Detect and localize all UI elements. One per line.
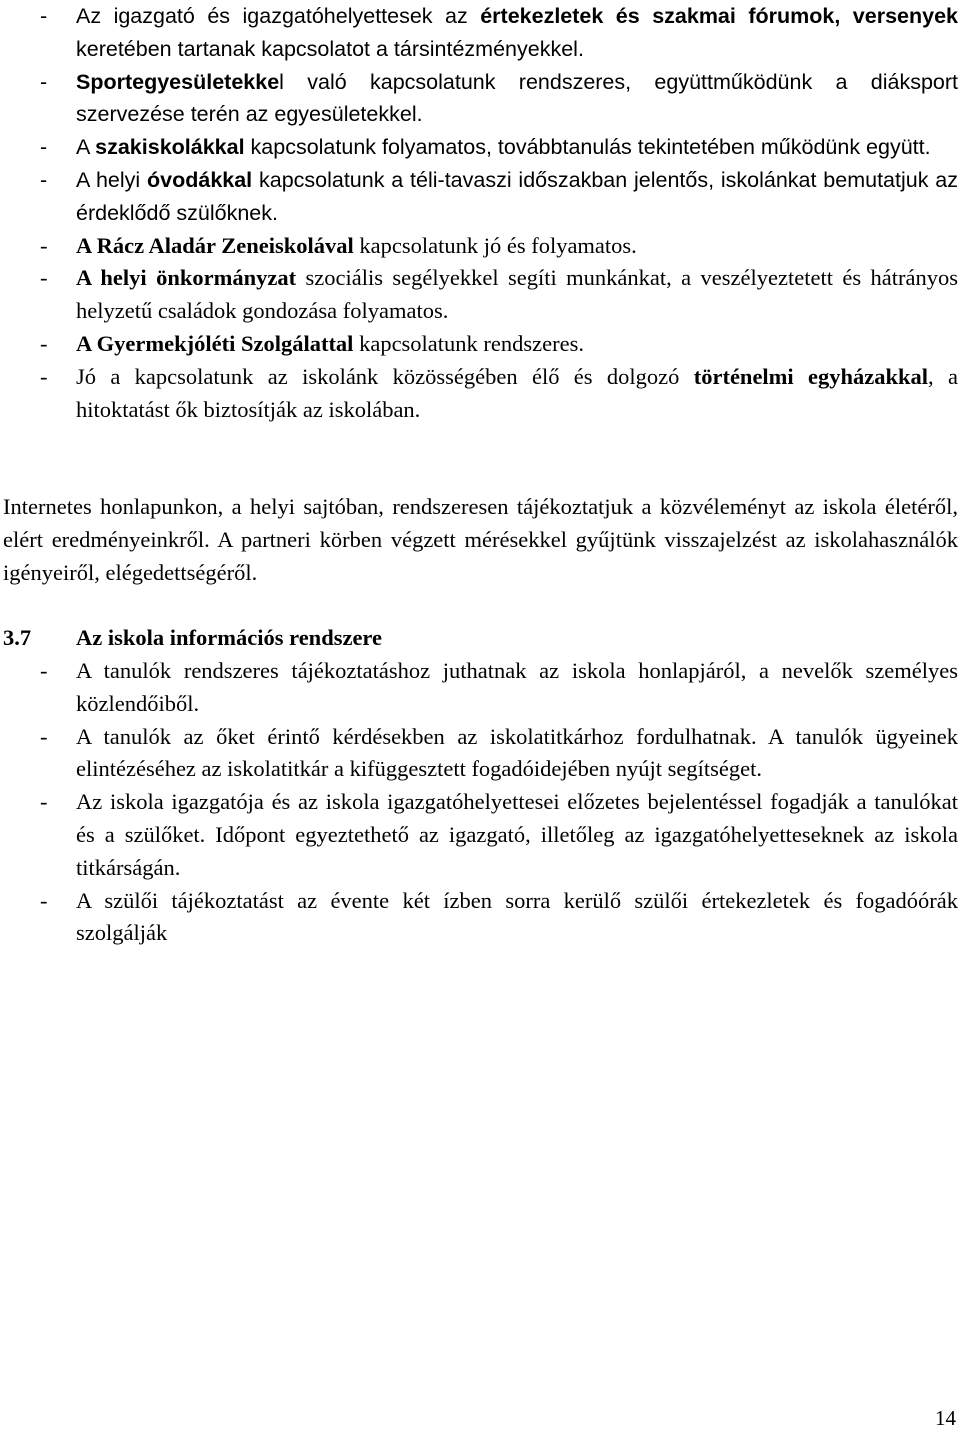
list-item (0, 655, 958, 721)
list-item (0, 262, 958, 328)
list-dash: - (40, 363, 48, 389)
list-item-text: A tanulók az őket érintő kérdésekben az iskolatitkárhoz fordulhatnak. A tanulók ügyeinek elintézéséhez az iskolatitkár a kifüggesztett fogadóidejében nyújt segítséget. (76, 723, 958, 782)
text-segment: l való kapcsolatunk rendszeres, együttműködünk a diáksport szervezése terén az egyesületekkel. (76, 69, 958, 127)
list-item (0, 230, 958, 263)
list-item-text: A tanulók rendszeres tájékoztatáshoz juthatnak az iskola honlapjáról, a nevelők személyes közlendőiből. (76, 658, 958, 716)
section-title: Az iskola információs rendszere (76, 625, 383, 650)
bold-text: Sportegyesületekke (76, 69, 280, 94)
list-item (0, 164, 958, 230)
list-dash: - (40, 658, 48, 683)
text-segment: Az igazgató és igazgatóhelyettesek az (76, 4, 481, 28)
list-item (0, 0, 958, 66)
list-dash: - (40, 723, 48, 749)
text-segment: kapcsolatunk jó és folyamatos. (353, 232, 637, 258)
bold-text: A Gyermekjóléti Szolgálattal (76, 330, 354, 356)
list-item (0, 66, 958, 132)
list-dash: - (40, 789, 48, 815)
bold-text: A Rácz Aladár Zeneiskolával (76, 232, 354, 258)
list-item (0, 131, 958, 164)
list-dash: - (40, 135, 48, 160)
bold-text: A helyi önkormányzat (76, 265, 297, 291)
text-segment: A (76, 135, 96, 160)
list-dash: - (40, 265, 48, 291)
bold-text: értekezletek és szakmai fórumok, versenyek (480, 4, 958, 28)
text-segment: Jó a kapcsolatunk az iskolánk közösségében élő és dolgozó (76, 363, 694, 389)
text-segment: kapcsolatunk rendszeres. (353, 330, 584, 356)
communication-paragraph: Internetes honlapunkon, a helyi sajtóban, rendszeresen tájékoztatjuk a közvéleményt az iskola életéről, elért eredményeinkről. A partneri körben végzett mérésekkel gyűjtünk visszajelzést az iskolahasználók igényeiről, elégedettségéről. (3, 494, 958, 585)
list-dash: - (40, 330, 48, 356)
text-segment: A helyi (76, 167, 147, 192)
bold-text: szakiskolákkal (95, 135, 245, 160)
text-segment: kapcsolatunk a téli-tavaszi időszakban jelentős, iskolánkat bemutatjuk az érdeklődő szülőknek. (76, 167, 958, 225)
list-dash: - (40, 69, 48, 94)
list-dash: - (40, 232, 48, 258)
list-item (0, 885, 958, 951)
text-segment: kapcsolatunk folyamatos, továbbtanulás tekintetében működünk együtt. (244, 135, 931, 160)
bold-text: óvodákkal (147, 167, 253, 192)
list-dash: - (40, 167, 48, 192)
section-heading (3, 622, 382, 655)
list-item-text: A szülői tájékoztatást az évente két ízben sorra kerülő szülői értekezletek és fogadóórák szolgálják (76, 887, 958, 946)
partner-relations-list (0, 0, 958, 426)
text-segment: keretében tartanak kapcsolatot a társintézményekkel. (76, 36, 584, 61)
list-item (0, 786, 958, 884)
section-number: 3.7 (3, 625, 32, 650)
page-number: 14 (935, 1406, 956, 1430)
text-segment: , a hitoktatást ők biztosítják az iskolában. (76, 363, 959, 422)
list-dash: - (40, 4, 48, 28)
bold-text: történelmi egyházakkal (693, 363, 929, 389)
list-dash: - (40, 887, 48, 913)
list-item-text: Az iskola igazgatója és az iskola igazgatóhelyettesei előzetes bejelentéssel fogadják a tanulókat és a szülőket. Időpont egyeztethető az igazgató, illetőleg az igazgatóhelyetteseknek az iskola titkárságán. (76, 789, 958, 880)
list-item (0, 328, 958, 361)
list-item (0, 361, 958, 427)
text-segment: szociális segélyekkel segíti munkánkat, a veszélyeztetett és hátrányos helyzetű családok gondozása folyamatos. (76, 265, 958, 324)
list-item (0, 721, 958, 787)
information-system-list (0, 655, 958, 950)
